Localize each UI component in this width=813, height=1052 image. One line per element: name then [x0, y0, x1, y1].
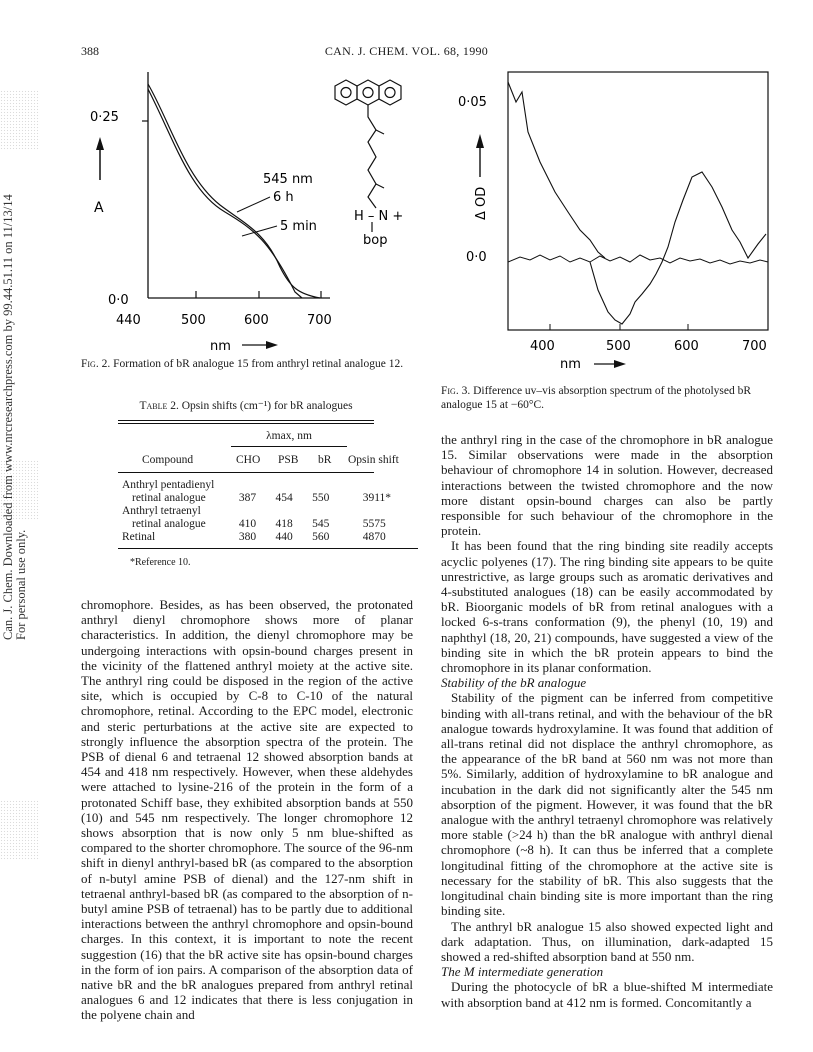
table-cell [239, 479, 276, 492]
table-cell [312, 479, 349, 492]
fig2-mol-amine: H – N + [354, 209, 404, 224]
table-2 [118, 420, 399, 568]
table-cell: 410 [238, 518, 257, 530]
fig2-y-top-tick: 0·25 [90, 110, 119, 125]
table2-col-opsin-shift: Opsin shift [348, 454, 399, 466]
sidenote-line-2: For personal use only. [14, 529, 28, 640]
table-cell [276, 479, 313, 492]
table2-body [118, 479, 418, 544]
fig3-xlabel: nm [560, 357, 581, 372]
fig2-x-tick: 700 [307, 313, 332, 328]
table-row [118, 518, 418, 531]
table2-title-text: Opsin shifts (cm⁻¹) for bR analogues [181, 400, 353, 412]
table2-footnote: *Reference 10. [130, 557, 191, 568]
page-number: 388 [81, 44, 99, 58]
scan-noise [0, 800, 40, 860]
table-cell: 440 [275, 531, 293, 543]
figure-2 [80, 62, 410, 362]
right-paragraph-3: Stability of the pigment can be inferred from competitive binding with all-trans retinal, and with the behaviour of the bR analogue towards hydroxylamine. It was found that addition of all-trans retinal did not displace the anthryl chromophore, as the appearance of the bR band at 560 nm was not more than 5%. Similarly, addition of hydroxylamine to bR analogue and incubation in the dark did not significantly alter the 545 nm absorption of the pigment. However, it was found that the bR analogue with the anthryl tetraenyl chromophore was relatively more stable (>24 h) than the bR analogue with anthryl dienal chromophore (~8 h). It can thus be inferred that a complete longitudinal fitting of the chromophore at the active site is necessary for the stability of bR. This also suggests that the longitudinal chain binding site is more important than the ring binding site. [441, 690, 773, 919]
table-cell: 545 [312, 518, 330, 530]
table-cell [312, 505, 349, 518]
table-cell: retinal analogue [132, 492, 206, 504]
fig3-y-mid-tick: 0·0 [466, 250, 487, 265]
left-paragraph: chromophore. Besides, as has been observed, the protonated anthryl dienyl chromophore shows more of planar characteristics. In addition, the dienyl chromophore may be undergoing interactions with opsin-bound charges present in the vicinity of the flattened anthryl moiety at the active site. The anthryl ring could be disposed in the region of the active site, which is occupied by C-8 to C-10 of the natural chromophore, retinal. According to the EPC model, electronic and steric perturbations at the active site are expected to strongly influence the absorption spectra of the protein. The PSB of dienal 6 and tetraenal 12 showed absorption bands at 454 and 418 nm respectively. However, when these aldehydes were attached to lysine-216 of the protein in the form of a protonated Schiff base, they exhibited absorption bands at 550 (10) and 545 nm respectively. The longer chromophore 12 shows absorption that is now only 5 nm blue-shifted as compared to the shorter chromophore. The source of the 96-nm shift in dienyl anthryl-based bR (as compared to the absorption of n-butyl amine PSB of dienal) and the 127-nm shift in tetraenal anthryl-based bR (as compared to the absorption of n-butyl amine PSB of tetraenal) has to be partly due to additional interactions between the anthryl chromophore and opsin-bound charges. In this context, it is important to note the recent suggestion (16) that the bR active site has opsin-bound charges in the form of ion pairs. A comparison of the absorption data of native bR and the bR analogues prepared from anthryl retinal analogues 6 and 12 indicates that there is less conjugation in the polyene chain and [81, 597, 413, 1023]
table-cell [239, 505, 276, 518]
fig3-caption-text: Difference uv–vis absorption spectrum of the photolysed bR analogue 15 at −60°C. [441, 385, 752, 411]
sidenote-line-1: Can. J. Chem. Downloaded from www.nrcresearchpress.com by 99.44.51.11 on 11/13/14 [1, 194, 15, 640]
fig2-x-tick: 600 [244, 313, 269, 328]
right-paragraph-2: It has been found that the ring binding site readily accepts acyclic polyenes (17). The ring binding site appears to be quite unrestrictive, as large groups such as aromatic derivatives and 4-substituted analogues (18) can be easily accommodated by bR. Bioorganic models of bR from retinal analogues with a locked 6-s-trans conformation (9), the phenyl (10, 19) and naphthyl (18, 20, 21) compounds, have suggested a view of the binding site in which the bR protein appears to bind the chromophore in its planar conformation. [441, 538, 773, 676]
fig3-x-tick: 500 [606, 339, 631, 354]
fig2-x-tick: 500 [181, 313, 206, 328]
table-cell [276, 505, 313, 518]
section-heading-stability: Stability of the bR analogue [441, 675, 587, 691]
table-cell: Anthryl pentadienyl [122, 479, 215, 491]
table-cell: 560 [312, 531, 330, 543]
table2-group-header: λmax, nm [266, 430, 312, 442]
table-row [118, 505, 418, 518]
table2-col-cho: CHO [236, 454, 261, 466]
running-head: CAN. J. CHEM. VOL. 68, 1990 [324, 44, 489, 58]
fig2-xlabel: nm [210, 339, 231, 354]
fig2-mol-bop: bop [363, 233, 388, 248]
fig2-annot-5min: 5 min [280, 219, 317, 234]
table2-col-compound: Compound [142, 454, 194, 466]
table2-title [81, 398, 411, 412]
table-row [118, 531, 418, 544]
table2-title-label: Table 2. [139, 400, 179, 412]
table-cell: 550 [312, 492, 330, 504]
table-row [118, 492, 418, 505]
right-paragraph-5: During the photocycle of bR a blue-shifted M intermediate with absorption band at 412 nm is formed. Concomitantly a [441, 979, 773, 1010]
download-sidenote [2, 100, 28, 640]
fig3-ylabel: Δ OD [474, 186, 489, 220]
table-cell: Anthryl tetraenyl [122, 505, 201, 517]
table2-col-psb: PSB [278, 454, 299, 466]
left-column [81, 597, 413, 1023]
figure-3 [440, 62, 780, 362]
table-cell: 4870 [362, 531, 386, 543]
table-cell: 380 [238, 531, 257, 543]
table-cell: 454 [275, 492, 293, 504]
fig2-ylabel: A [94, 200, 104, 216]
fig3-caption [441, 384, 771, 412]
fig3-x-tick: 400 [530, 339, 555, 354]
right-paragraph-1: the anthryl ring in the case of the chromophore in bR analogue 15. Similar observations were made in the absorption behaviour of chromophore 14 in solution. However, decreased interactions between the twisted chromophore and the now more distant opsin-bound charges can also be partly responsible for such behaviour of the chromophore in the protein. [441, 432, 773, 539]
fig3-y-top-tick: 0·05 [458, 95, 487, 110]
table-row [118, 479, 418, 492]
table-cell [349, 505, 418, 518]
fig3-xlabel-row [560, 354, 680, 374]
table-cell [349, 479, 418, 492]
fig2-caption [81, 357, 411, 371]
table-cell: 418 [275, 518, 293, 530]
right-column [441, 432, 773, 1010]
fig2-annot-545nm: 545 nm [263, 172, 313, 187]
section-heading-m-intermediate: The M intermediate generation [441, 964, 604, 980]
table2-col-br: bR [318, 454, 332, 466]
fig2-caption-label: Fig. 2. [81, 358, 111, 370]
table-cell: 3911* [362, 492, 392, 504]
table-cell: retinal analogue [132, 518, 206, 530]
fig3-caption-label: Fig. 3. [441, 385, 471, 397]
fig2-x-tick: 440 [116, 313, 141, 328]
table-cell: 5575 [362, 518, 386, 530]
table-cell: 387 [238, 492, 257, 504]
table-cell: Retinal [122, 531, 156, 543]
fig3-x-tick: 600 [674, 339, 699, 354]
fig2-annot-6h: 6 h [273, 190, 294, 205]
right-paragraph-4: The anthryl bR analogue 15 also showed expected light and dark adaptation. Thus, on illumination, dark-adapted 15 showed a red-shifted absorption band at 550 nm. [441, 918, 773, 964]
fig2-caption-text: Formation of bR analogue 15 from anthryl retinal analogue 12. [113, 358, 404, 370]
fig2-y-bottom-tick: 0·0 [108, 293, 129, 308]
fig3-x-tick: 700 [742, 339, 767, 354]
